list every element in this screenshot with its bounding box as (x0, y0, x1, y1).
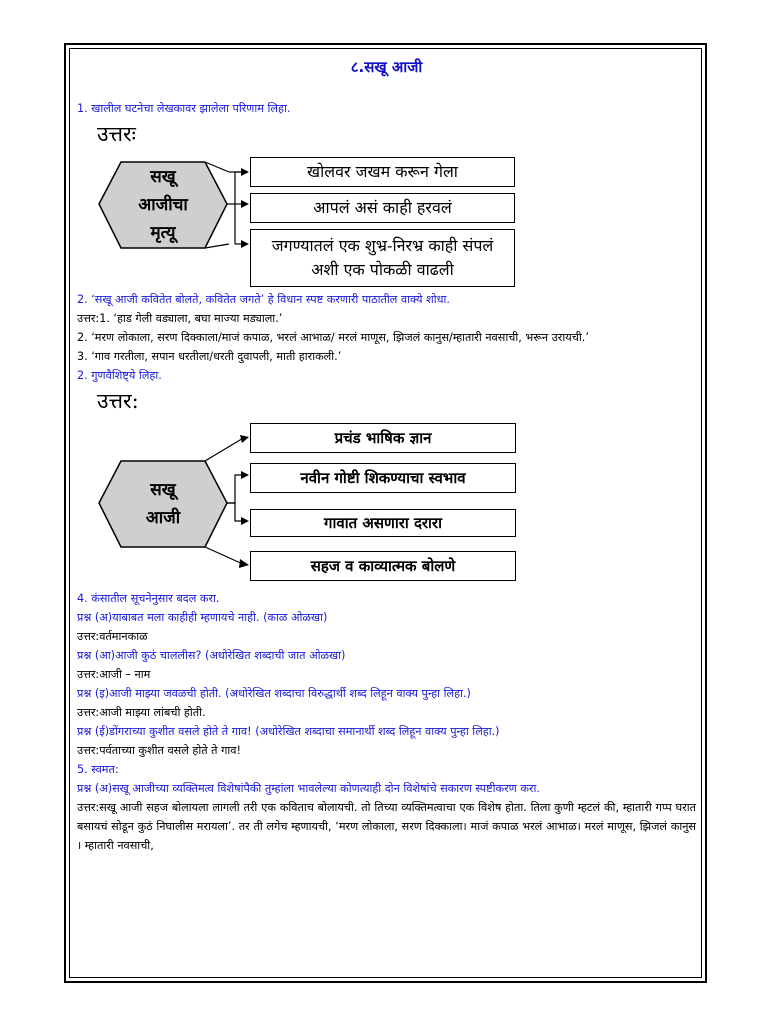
worksheet-content (77, 55, 696, 855)
effect-box-2: आपलं असं काही हरवलं (250, 193, 515, 223)
answer-2-1: उत्तर:1. ‘हाड गेली वड्याला, बघा माज्या मड्याला.’ (77, 312, 283, 325)
question-5: 5. स्वमत: (77, 763, 119, 776)
hex1-line-3: मृत्यू (150, 223, 176, 243)
trait-box-4: सहज व काव्यात्मक बोलणे (250, 551, 516, 581)
question-4c: प्रश्न (इ)आजी माझ्या जवळची होती. (अधोरेखित शब्दाचा विरुद्धार्थी शब्द लिहून वाक्य पुन्हा लिहा.) (77, 687, 471, 700)
answer-2-2: 2. ‘मरण लोकाला, सरण दिक्काला/माजं कपाळ, भरलं आभाळ/ मरलं माणूस, झिजलं कानुस/म्हातारी नवसाची, भरून उरायची.’ (77, 331, 589, 344)
center-hexagon-2 (99, 461, 227, 547)
center-hexagon-1 (99, 162, 227, 248)
answer-heading-1: उत्तरः (97, 122, 136, 146)
answer-4a: उत्तर:वर्तमानकाळ (77, 630, 148, 643)
question-4: 4. कंसातील सूचनेनुसार बदल करा. (77, 592, 220, 605)
trait-box-3: गावात असणारा दरारा (250, 509, 516, 537)
answer-2-3: 3. ‘गाव गरतीला, सपान धरतीला/धरती दुवापली, माती हाराकली.’ (77, 350, 342, 363)
hex1-line-1: सखू (150, 167, 176, 187)
question-2: 2. ‘सखू आजी कवितेत बोलते, कवितेत जगते’ हे विधान स्पष्ट करणारी पाठातील वाक्ये शोधा. (77, 293, 450, 306)
answer-heading-2: उत्तर: (97, 389, 139, 413)
trait-box-1: प्रचंड भाषिक ज्ञान (250, 423, 516, 453)
question-3: 2. गुणवैशिष्ट्ये लिहा. (77, 369, 162, 382)
traits-diagram (77, 423, 696, 583)
hex1-line-2: आजीचा (138, 195, 188, 215)
answer-4d: उत्तर:पर्वताच्या कुशीत वसले होते ते गाव! (77, 744, 241, 757)
effect-box-3: जगण्यातलं एक शुभ्र-निरभ्र काही संपलं अशी एक पोकळी वाढली (250, 229, 515, 287)
question-4b: प्रश्न (आ)आजी कुठं चाललीस? (अधोरेखित शब्दाची जात ओळखा) (77, 649, 346, 662)
page-title: ८.सखू आजी (350, 58, 423, 76)
answer-4b: उत्तर:आजी – नाम (77, 668, 151, 681)
question-5a: प्रश्न (अ)सखू आजीच्या व्यक्तिमत्व विशेषांपैकी तुम्हांला भावलेल्या कोणत्याही दोन विशेषांचे सकारण स्पष्टीकरण करा. (77, 782, 540, 795)
effect-box-1: खोलवर जखम करून गेला (250, 157, 515, 187)
effect-diagram (77, 152, 696, 279)
hex2-line-2: आजी (145, 508, 181, 528)
hex2-line-1: सखू (150, 480, 176, 500)
question-1: 1. खालील घटनेचा लेखकावर झालेला परिणाम लिहा. (77, 102, 291, 115)
trait-box-2: नवीन गोष्टी शिकण्याचा स्वभाव (250, 463, 516, 493)
answer-5a: उत्तर:सखू आजी सहज बोलायला लागली तरी एक कविताच बोलायची. तो तिच्या व्यक्तिमत्वाचा एक विशेष होता. तिला कुणी म्हटलं की, म्हातारी गप्प घरात बसायचं सोडून कुठं निघालीस मरायला’. तर ती लगेच म्हणायची, ‘मरण लोकाला, सरण दिक्काला। माजं कपाळ भरलं आभाळ। मरलं माणूस, झिजलं कानुस । म्हातारी नवसाची, (77, 801, 696, 852)
answer-4c: उत्तर:आजी माझ्या लांबची होती. (77, 706, 206, 719)
question-4d: प्रश्न (ई)डोंगराच्या कुशीत वसले होते ते गाव! (अधोरेखित शब्दाचा समानार्थी शब्द लिहून वाक्य पुन्हा लिहा.) (77, 725, 500, 738)
question-4a: प्रश्न (अ)याबाबत मला काहीही म्हणायचे नाही. (काळ ओळखा) (77, 611, 328, 624)
